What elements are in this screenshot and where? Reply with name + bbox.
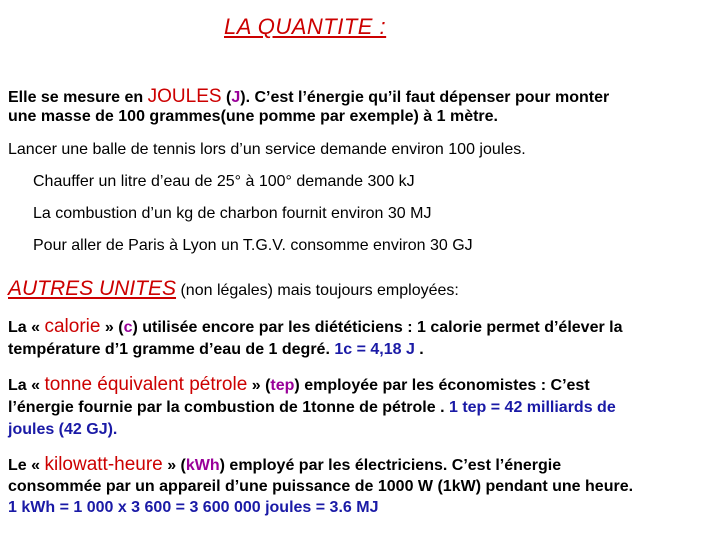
calorie-line-2-end: .: [414, 341, 424, 358]
kwh-text-a: Le «: [8, 457, 45, 474]
calorie-text-c: ) utilisée encore par les diététiciens : 1 calorie permet d’élever la: [132, 319, 623, 336]
kwh-line-2: consommée par un appareil d’une puissance de 1000 W (1kW) pendant une heure.: [8, 478, 634, 495]
joules-unit-name: JOULES: [147, 86, 222, 107]
joules-line-1: [8, 86, 609, 108]
kwh-text-c: ) employé par les électriciens. C’est l’énergie: [219, 457, 562, 474]
page-title: LA QUANTITE :: [224, 14, 387, 39]
joules-text-a: Elle se mesure en: [8, 89, 148, 106]
kwh-name: kilowatt-heure: [44, 454, 163, 475]
calorie-symbol: c: [123, 319, 133, 336]
autres-unites-line: [8, 277, 459, 301]
tep-text-b: » (: [247, 377, 271, 394]
kwh-line-1: [8, 454, 561, 476]
calorie-text-a: La «: [8, 319, 45, 336]
calorie-name: calorie: [44, 316, 101, 337]
tep-text-a: La «: [8, 377, 45, 394]
example-water: Chauffer un litre d’eau de 25° à 100° demande 300 kJ: [33, 173, 415, 190]
calorie-line-1: [8, 316, 622, 338]
joules-symbol: J: [231, 89, 241, 106]
tep-equivalence-2: joules (42 GJ).: [8, 421, 118, 438]
calorie-equivalence: 1c = 4,18 J: [334, 341, 415, 358]
autres-unites-heading: AUTRES UNITES: [8, 277, 177, 300]
tep-text-c: ) employée par les économistes : C’est: [294, 377, 590, 394]
tep-name: tonne équivalent pétrole: [44, 374, 248, 395]
example-tennis: Lancer une balle de tennis lors d’un service demande environ 100 joules.: [8, 141, 526, 158]
calorie-text-b: » (: [100, 319, 124, 336]
calorie-line-2: [8, 341, 424, 359]
calorie-line-2-text: température d’1 gramme d’eau de 1 degré.: [8, 341, 335, 358]
kwh-symbol: kWh: [185, 457, 220, 474]
autres-unites-rest: (non légales) mais toujours employées:: [176, 282, 459, 299]
kwh-equivalence: 1 kWh = 1 000 x 3 600 = 3 600 000 joules = 3.6 MJ: [8, 499, 379, 516]
joules-text-b: ). C’est l’énergie qu’il faut dépenser pour monter: [240, 89, 610, 106]
tep-line-2: [8, 399, 616, 417]
tep-line-1: [8, 374, 590, 396]
tep-line-2-text: l’énergie fournie par la combustion de 1tonne de pétrole .: [8, 399, 449, 416]
joules-paren-open: (: [221, 89, 232, 106]
example-tgv: Pour aller de Paris à Lyon un T.G.V. consomme environ 30 GJ: [33, 237, 473, 254]
example-coal: La combustion d’un kg de charbon fournit environ 30 MJ: [33, 205, 432, 222]
tep-equivalence-1: 1 tep = 42 milliards de: [448, 399, 616, 416]
joules-line-2: une masse de 100 grammes(une pomme par exemple) à 1 mètre.: [8, 108, 498, 125]
kwh-text-b: » (: [162, 457, 186, 474]
tep-symbol: tep: [270, 377, 295, 394]
